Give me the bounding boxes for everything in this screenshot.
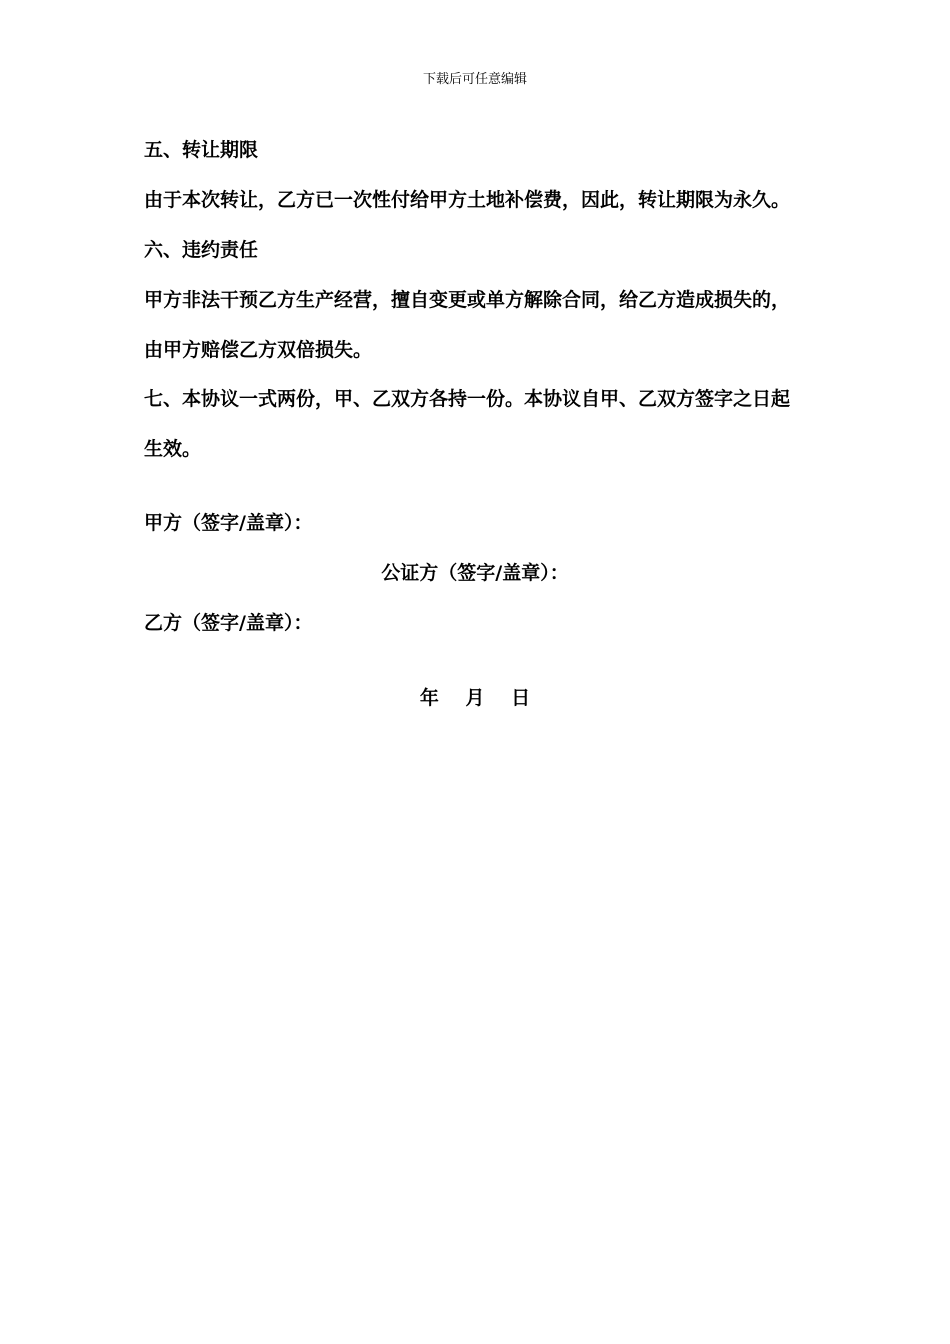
section6-heading: 六、违约责任 <box>144 239 259 261</box>
section6-body-line2: 由甲方赔偿乙方双倍损失。 <box>144 339 373 361</box>
party-b-signature: 乙方（签字/盖章）： <box>144 612 313 634</box>
date-year: 年 <box>419 687 439 709</box>
party-a-signature: 甲方（签字/盖章）： <box>144 512 313 534</box>
section7-line2: 生效。 <box>144 438 202 460</box>
section7-line1: 七、本协议一式两份，甲、乙双方各持一份。本协议自甲、乙双方签字之日起 <box>144 388 791 410</box>
notary-signature: 公证方（签字/盖章）： <box>381 562 569 584</box>
section6-body-line1: 甲方非法干预乙方生产经营，擅自变更或单方解除合同，给乙方造成损失的， <box>144 289 791 311</box>
page-header-note: 下载后可任意编辑 <box>422 72 527 87</box>
signing-date <box>0 686 950 710</box>
section5-body: 由于本次转让，乙方已一次性付给甲方土地补偿费，因此，转让期限为永久。 <box>144 189 791 211</box>
date-month: 月 <box>465 687 485 709</box>
section5-heading: 五、转让期限 <box>144 139 259 161</box>
date-day: 日 <box>511 687 531 709</box>
